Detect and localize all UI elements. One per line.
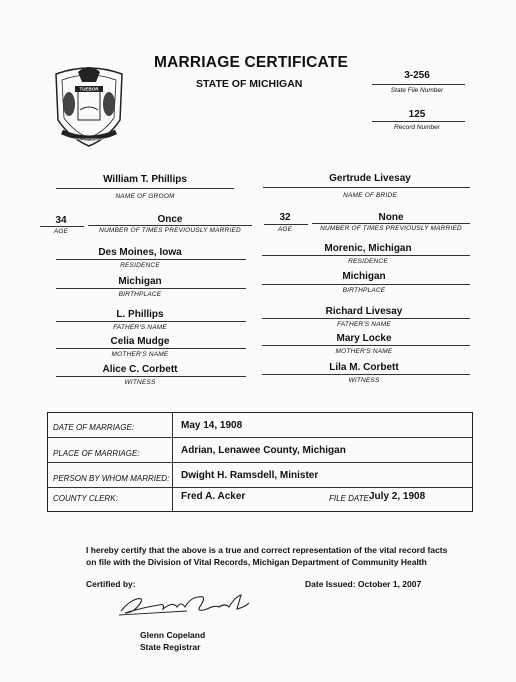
place-of-marriage-label: PLACE OF MARRIAGE: <box>53 449 140 458</box>
file-date: July 2, 1908 <box>369 491 426 502</box>
state-file-number: 3-256 <box>404 70 430 81</box>
divider <box>40 226 84 227</box>
state-seal-icon <box>48 60 130 150</box>
groom-age-label: AGE <box>53 228 69 235</box>
bride-age-label: AGE <box>277 226 293 233</box>
document-title: MARRIAGE CERTIFICATE <box>154 54 349 71</box>
county-clerk-label: COUNTY CLERK: <box>53 494 118 503</box>
bride-witness-label: WITNESS <box>348 377 380 384</box>
groom-witness-label: WITNESS <box>124 379 156 386</box>
bride-residence: Morenic, Michigan <box>324 243 412 254</box>
divider <box>56 348 246 349</box>
groom-father-label: FATHER'S NAME <box>113 324 167 331</box>
divider <box>264 224 308 225</box>
officiant: Dwight H. Ramsdell, Minister <box>181 470 319 481</box>
groom-age: 34 <box>55 215 67 226</box>
groom-birthplace-label: BIRTHPLACE <box>118 291 162 298</box>
groom-times-label: NUMBER OF TIMES PREVIOUSLY MARRIED <box>99 227 241 234</box>
divider <box>262 284 470 285</box>
divider <box>262 374 470 375</box>
seal-motto-top: TUEBOR <box>79 86 99 92</box>
divider <box>56 188 234 189</box>
registrar-title: State Registrar <box>140 642 201 652</box>
date-of-marriage-label: DATE OF MARRIAGE: <box>53 423 135 432</box>
seal-motto-bottom: SI QUAERIS PENINSULAM AMOENAM CIRCUMSPICE <box>51 137 127 141</box>
divider <box>372 121 465 122</box>
divider <box>262 318 470 319</box>
bride-father: Richard Livesay <box>325 306 403 317</box>
divider <box>56 376 246 377</box>
certification-line-2: on file with the Division of Vital Records, Michigan Department of Community Health <box>86 557 427 567</box>
document-subtitle: STATE OF MICHIGAN <box>196 78 303 90</box>
divider <box>262 255 470 256</box>
groom-residence-label: RESIDENCE <box>120 262 160 269</box>
groom-name: William T. Phillips <box>103 174 187 185</box>
divider <box>56 259 246 260</box>
divider <box>263 187 470 188</box>
file-date-label: FILE DATE: <box>329 494 372 503</box>
divider <box>56 288 246 289</box>
groom-mother-label: MOTHER'S NAME <box>111 351 169 358</box>
bride-birthplace: Michigan <box>342 271 386 282</box>
signature-text: Glenn Copeland <box>115 591 123 592</box>
date-issued: Date Issued: October 1, 2007 <box>305 579 422 589</box>
bride-times-label: NUMBER OF TIMES PREVIOUSLY MARRIED <box>320 225 462 232</box>
state-file-label: State File Number <box>390 87 444 94</box>
divider <box>88 225 252 226</box>
bride-residence-label: RESIDENCE <box>348 258 388 265</box>
groom-father: L. Phillips <box>116 309 164 320</box>
bride-witness: Lila M. Corbett <box>329 362 399 373</box>
bride-times-married: None <box>378 212 404 223</box>
detail-row <box>48 463 472 488</box>
divider <box>56 321 246 322</box>
divider <box>312 223 470 224</box>
detail-row <box>48 413 472 438</box>
bride-name: Gertrude Livesay <box>329 173 411 184</box>
groom-residence: Des Moines, Iowa <box>98 247 182 258</box>
bride-father-label: FATHER'S NAME <box>337 321 391 328</box>
divider <box>262 345 470 346</box>
certification-line-1: I hereby certify that the above is a true and correct representation of the vital record facts <box>86 545 448 555</box>
bride-mother: Mary Locke <box>336 333 392 344</box>
groom-times-married: Once <box>157 214 183 225</box>
groom-name-label: NAME OF GROOM <box>115 193 175 200</box>
record-number-label: Record Number <box>394 124 440 131</box>
groom-witness: Alice C. Corbett <box>102 364 178 375</box>
certified-by-label: Certified by: <box>86 579 136 589</box>
registrar-name: Glenn Copeland <box>140 630 206 640</box>
detail-row <box>48 488 472 511</box>
officiant-label: PERSON BY WHOM MARRIED: <box>53 474 170 483</box>
groom-mother: Celia Mudge <box>110 336 170 347</box>
groom-birthplace: Michigan <box>118 276 162 287</box>
detail-row <box>48 438 472 463</box>
bride-birthplace-label: BIRTHPLACE <box>342 287 386 294</box>
marriage-details-box <box>47 412 473 512</box>
place-of-marriage: Adrian, Lenawee County, Michigan <box>181 445 346 456</box>
bride-age: 32 <box>279 212 291 223</box>
bride-name-label: NAME OF BRIDE <box>343 192 397 199</box>
county-clerk: Fred A. Acker <box>181 491 246 502</box>
divider <box>372 84 465 85</box>
signature <box>115 591 255 621</box>
date-of-marriage: May 14, 1908 <box>181 420 243 431</box>
bride-mother-label: MOTHER'S NAME <box>335 348 393 355</box>
record-number: 125 <box>408 109 426 120</box>
